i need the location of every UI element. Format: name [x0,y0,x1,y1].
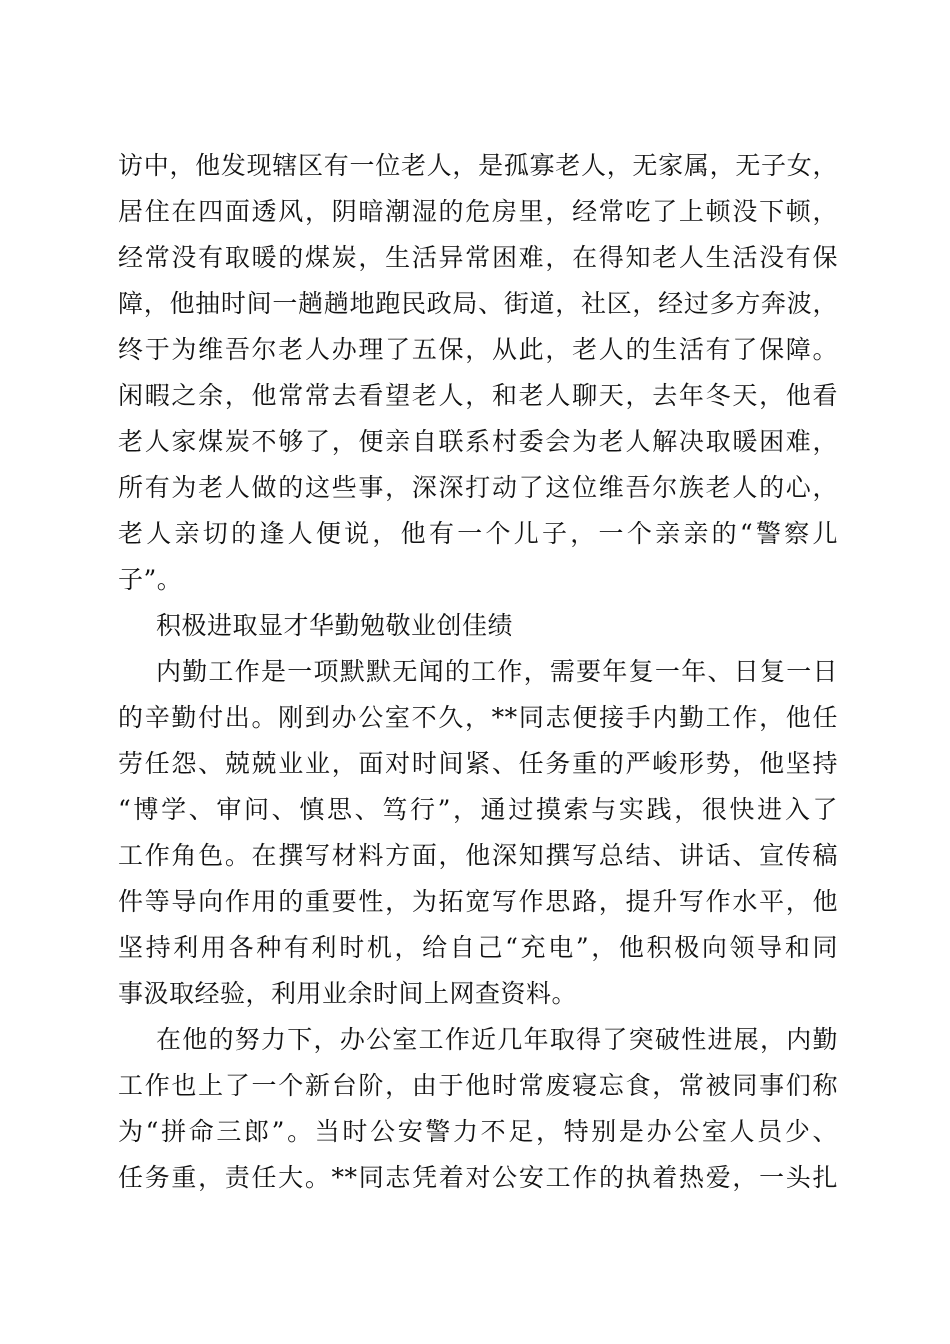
text-line: 老人亲切的逢人便说，他有一个儿子，一个亲亲的“警察儿 [118,519,838,548]
text-line: 子”。 [118,565,183,594]
text-line: 任务重，责任大。**同志凭着对公安工作的执着热爱，一头扎 [118,1163,838,1192]
text-line: 所有为老人做的这些事，深深打动了这位维吾尔族老人的心， [118,473,838,502]
text-line: 在他的努力下，办公室工作近几年取得了突破性进展，内勤 [156,1025,838,1054]
text-line: 工作也上了一个新台阶，由于他时常废寝忘食，常被同事们称 [118,1071,838,1100]
text-line: 障，他抽时间一趟趟地跑民政局、街道，社区，经过多方奔波， [118,289,838,318]
text-line: 终于为维吾尔老人办理了五保，从此，老人的生活有了保障。 [118,335,838,364]
paragraph-1 [118,143,838,603]
text-line: 闲暇之余，他常常去看望老人，和老人聊天，去年冬天，他看 [118,381,838,410]
text-line: 居住在四面透风，阴暗潮湿的危房里，经常吃了上顿没下顿， [118,197,838,226]
text-line: 老人家煤炭不够了，便亲自联系村委会为老人解决取暖困难， [118,427,838,456]
text-line: 内勤工作是一项默默无闻的工作，需要年复一年、日复一日 [156,657,838,686]
paragraph-3 [118,1017,838,1201]
text-line: 访中，他发现辖区有一位老人，是孤寡老人，无家属，无子女， [118,151,838,180]
text-line: 为“拼命三郎”。当时公安警力不足，特别是办公室人员少、 [118,1117,838,1146]
section-heading: 积极进取显才华勤勉敬业创佳绩 [156,611,514,640]
text-line: 事汲取经验，利用业余时间上网查资料。 [118,979,578,1008]
text-line: 的辛勤付出。刚到办公室不久，**同志便接手内勤工作，他任 [118,703,838,732]
text-line: “博学、审问、慎思、笃行”，通过摸索与实践，很快进入了 [118,795,838,824]
text-line: 劳任怨、兢兢业业，面对时间紧、任务重的严峻形势，他坚持 [118,749,838,778]
text-line: 坚持利用各种有利时机，给自己“充电”，他积极向领导和同 [118,933,838,962]
text-line: 工作角色。在撰写材料方面，他深知撰写总结、讲话、宣传稿 [118,841,838,870]
text-line: 件等导向作用的重要性，为拓宽写作思路，提升写作水平，他 [118,887,838,916]
document-page [118,143,838,1201]
text-line: 经常没有取暖的煤炭，生活异常困难，在得知老人生活没有保 [118,243,838,272]
paragraph-2 [118,649,838,1017]
